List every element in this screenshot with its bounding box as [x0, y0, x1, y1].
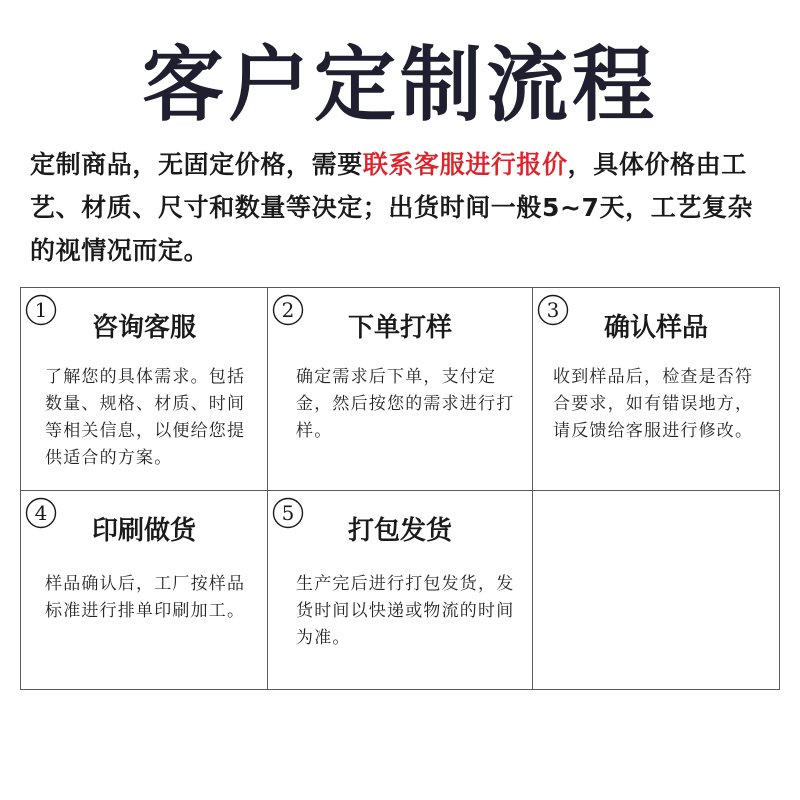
- empty-cell: [533, 491, 779, 689]
- step-number: 5: [281, 501, 295, 525]
- step-number: 4: [34, 501, 48, 525]
- step-description: 生产完后进行打包发货，发货时间以快递或物流的时间为准。: [296, 574, 515, 648]
- step-description: 了解您的具体需求。包括数量、规格、材质、时间等相关信息，以便给您提供适合的方案。: [45, 367, 246, 468]
- contact-service-highlight: 联系客服进行报价: [362, 150, 568, 179]
- step-title: 确认样品: [603, 313, 708, 343]
- step-title: 印刷做货: [91, 516, 196, 546]
- process-grid: [20, 287, 780, 690]
- step-number: 3: [546, 298, 560, 322]
- step-number: 2: [281, 298, 295, 322]
- step-title: 下单打样: [347, 313, 452, 343]
- step-description: 样品确认后，工厂按样品标准进行排单印刷加工。: [45, 574, 246, 621]
- intro-paragraph: [30, 143, 775, 272]
- page-title: 客户定制流程: [141, 38, 658, 133]
- step-title: 打包发货: [347, 516, 452, 546]
- intro-text: ，具体价格由工艺、材质、尺寸和数量等决定；出货时间一般5~7天，工艺复杂的视情况而定。: [30, 150, 754, 265]
- step-card: [268, 491, 533, 689]
- step-card: [533, 288, 779, 491]
- step-title: 咨询客服: [91, 313, 196, 343]
- step-description: 确定需求后下单，支付定金，然后按您的需求进行打样。: [296, 367, 515, 441]
- step-card: [21, 288, 268, 491]
- step-card: [21, 491, 268, 689]
- step-number: 1: [34, 298, 48, 322]
- step-description: 收到样品后，检查是否符合要求，如有错误地方，请反馈给客服进行修改。: [553, 367, 754, 441]
- intro-text: 定制商品，无固定价格，需要: [30, 150, 363, 179]
- step-card: [268, 288, 533, 491]
